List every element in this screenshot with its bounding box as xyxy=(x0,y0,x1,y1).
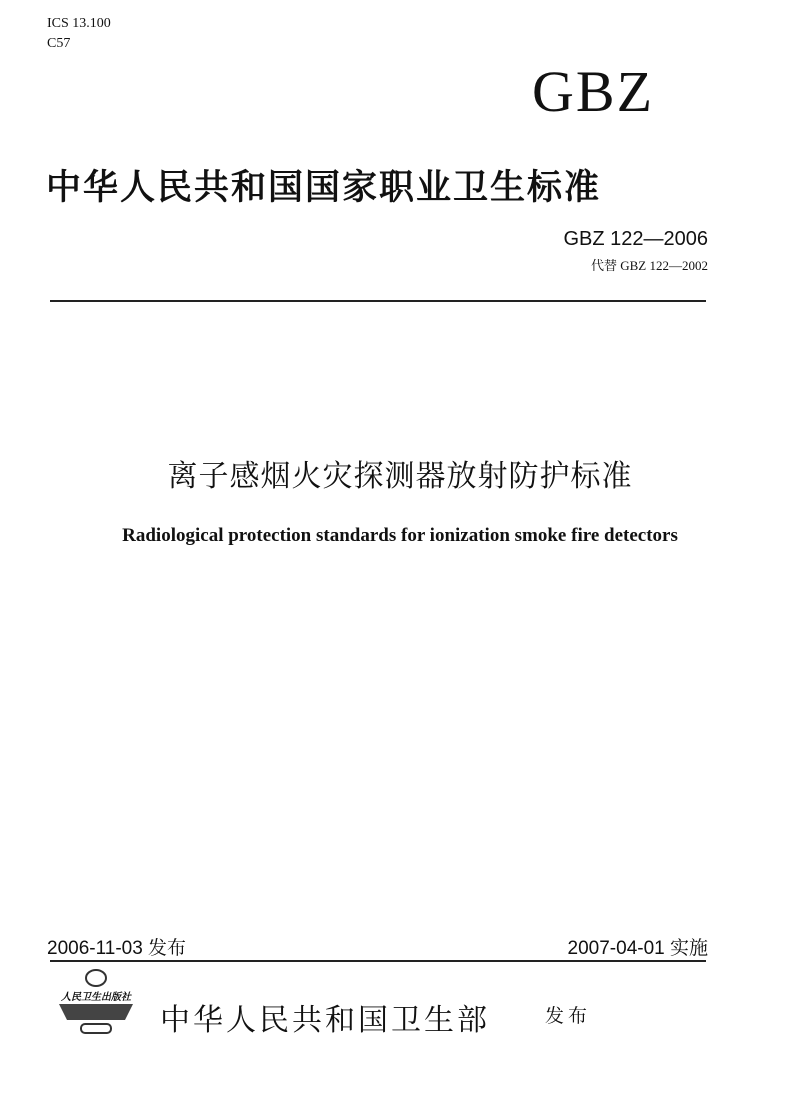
issuing-authority: 中华人民共和国卫生部 xyxy=(160,1003,490,1038)
title-cn: 离子感烟火灾探测器放射防护标准 xyxy=(167,459,633,494)
implement-date: 2007-04-01 实施 xyxy=(567,938,708,959)
series-mark: GBZ xyxy=(532,59,654,124)
standard-category: 中华人民共和国国家职业卫生标准 xyxy=(46,167,602,208)
standard-number: GBZ 122—2006 xyxy=(563,228,708,250)
header-rule xyxy=(50,300,706,302)
publish-date: 2006-11-03 发布 xyxy=(47,938,187,959)
ccs-code: C57 xyxy=(47,36,71,51)
footer-rule xyxy=(50,960,706,962)
publisher-logo xyxy=(55,968,137,1038)
title-en: Radiological protection standards for ionization smoke fire detectors xyxy=(122,525,678,546)
standard-number-block xyxy=(563,228,708,274)
ics-code: ICS 13.100 xyxy=(47,16,111,31)
issued-label: 发布 xyxy=(545,1005,592,1027)
publisher-emblem-icon xyxy=(55,968,137,1038)
publisher-logo-text: 人民卫生出版社 xyxy=(61,992,131,1003)
classification-codes xyxy=(47,14,111,54)
replaces-note: 代替 GBZ 122—2002 xyxy=(590,258,708,273)
